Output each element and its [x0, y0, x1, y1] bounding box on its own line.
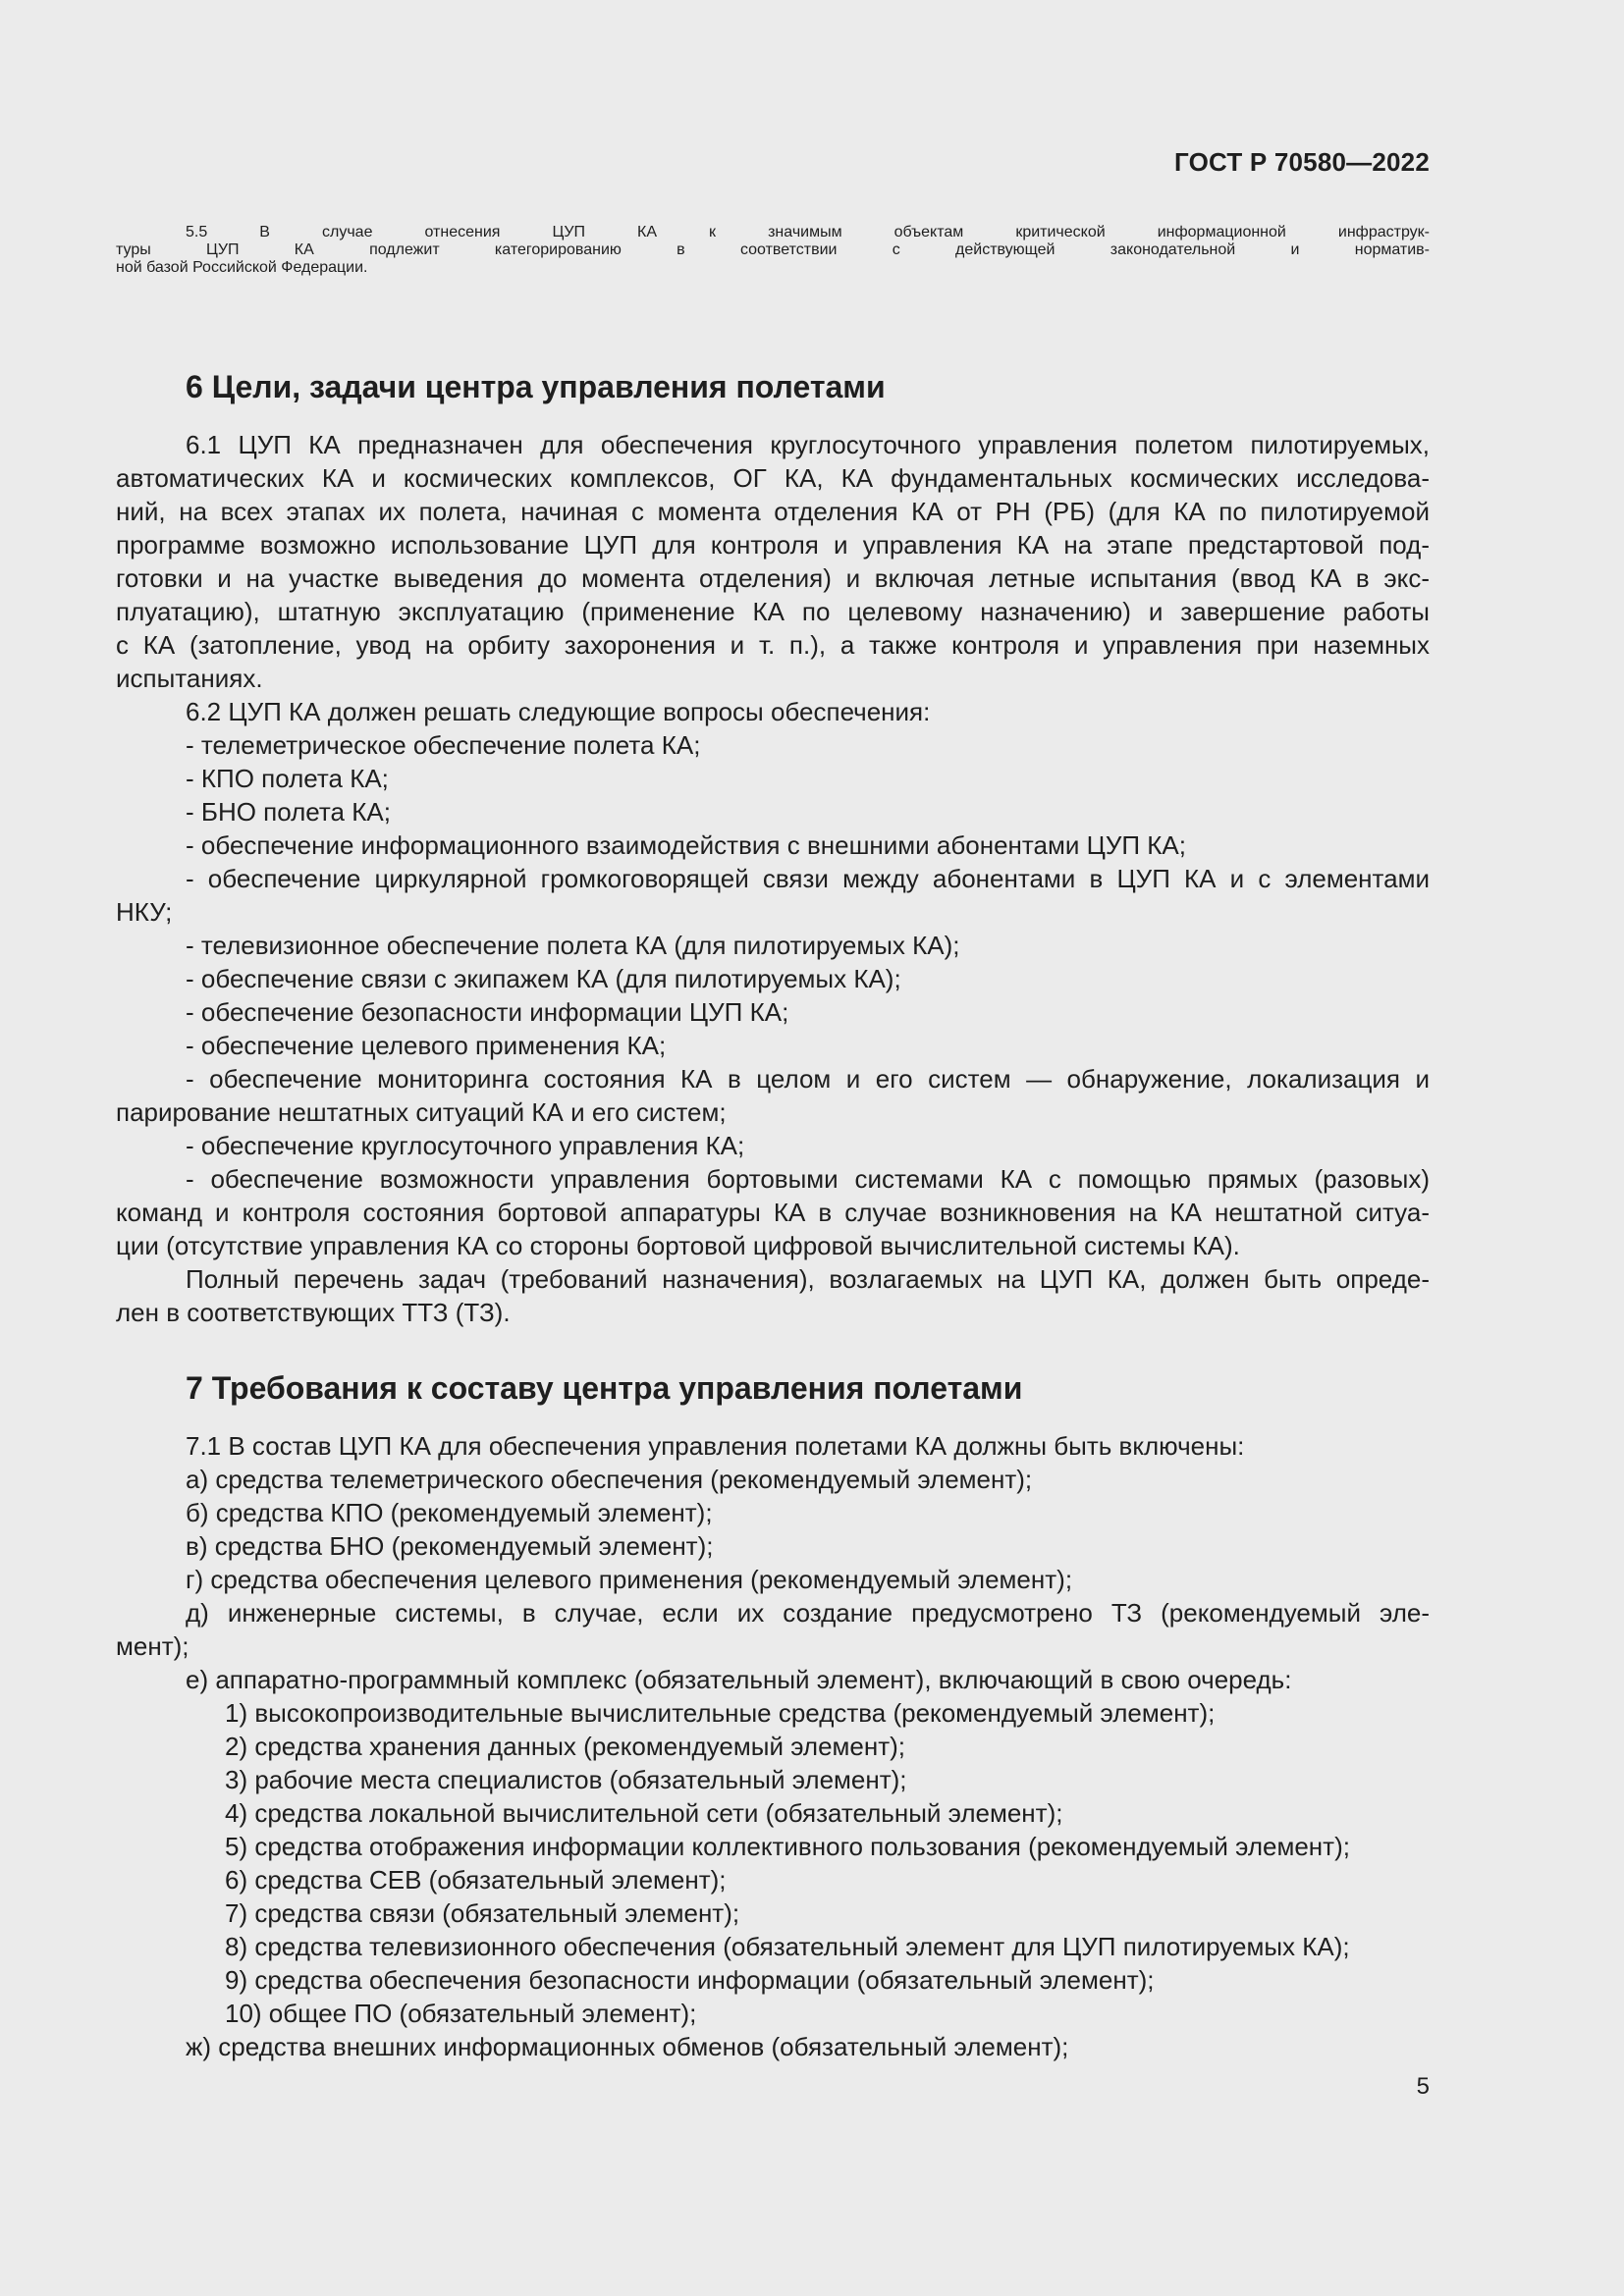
sub-list-item: 7) средства связи (обязательный элемент); [225, 1898, 740, 1928]
list-item: - обеспечение информационного взаимодействия с внешними абонентами ЦУП КА; [186, 830, 1186, 860]
list-item: - обеспечение мониторинга состояния КА в целом и его систем — обнаружение, локализация и [186, 1064, 1430, 1094]
text-line: 7.1 В состав ЦУП КА для обеспечения управления полетами КА должны быть включены: [186, 1431, 1245, 1461]
text-line: 6.1 ЦУП КА предназначен для обеспечения круглосуточного управления полетом пилотируемых, [186, 430, 1430, 459]
list-item: б) средства КПО (рекомендуемый элемент); [186, 1498, 713, 1527]
sub-list-item: 6) средства СЕВ (обязательный элемент); [225, 1865, 727, 1895]
list-item: в) средства БНО (рекомендуемый элемент); [186, 1531, 714, 1561]
list-item-cont: мент); [116, 1631, 189, 1661]
list-item: ж) средства внешних информационных обменов (обязательный элемент); [186, 2032, 1069, 2061]
text-line: 5.5 В случае отнесения ЦУП КА к значимым объектам критической информационной инфраструк- [186, 224, 1430, 240]
sub-list-item: 2) средства хранения данных (рекомендуемый элемент); [225, 1732, 906, 1761]
section-heading: 7 Требования к составу центра управления полетами [186, 1370, 1023, 1406]
list-item: - телеметрическое обеспечение полета КА; [186, 730, 701, 760]
text-line: испытаниях. [116, 664, 263, 693]
paragraph-5-5 [116, 224, 1430, 277]
list-item: - обеспечение безопасности информации ЦУП КА; [186, 997, 789, 1027]
list-item: - телевизионное обеспечение полета КА (для пилотируемых КА); [186, 931, 960, 960]
list-item-cont: НКУ; [116, 897, 173, 927]
text-line: Полный перечень задач (требований назначения), возлагаемых на ЦУП КА, должен быть опреде- [186, 1264, 1430, 1294]
sub-list-item: 3) рабочие места специалистов (обязательный элемент); [225, 1765, 907, 1794]
paragraph-6-2: 6.2 ЦУП КА должен решать следующие вопросы обеспечения: [186, 697, 931, 726]
sub-list-item: 8) средства телевизионного обеспечения (обязательный элемент для ЦУП пилотируемых КА); [225, 1932, 1350, 1961]
section-7-heading-block [116, 1368, 1430, 1408]
sub-list-item: 10) общее ПО (обязательный элемент); [225, 1999, 697, 2028]
list-item: г) средства обеспечения целевого применения (рекомендуемый элемент); [186, 1565, 1073, 1594]
sub-list-item: 1) высокопроизводительные вычислительные средства (рекомендуемый элемент); [225, 1698, 1216, 1728]
text-line: туры ЦУП КА подлежит категорированию в соответствии с действующей законодательной и норматив- [116, 241, 1430, 258]
text-line: программе возможно использование ЦУП для контроля и управления КА на этапе предстартовой под- [116, 530, 1430, 560]
list-item-cont: ции (отсутствие управления КА со стороны бортовой цифровой вычислительной системы КА). [116, 1231, 1240, 1260]
text-line: плуатацию), штатную эксплуатацию (применение КА по целевому назначению) и завершение работы [116, 597, 1430, 626]
section-6-heading-block [116, 367, 1430, 406]
list-item: е) аппаратно-программный комплекс (обязательный элемент), включающий в свою очередь: [186, 1665, 1292, 1694]
list-item: д) инженерные системы, в случае, если их создание предусмотрено ТЗ (рекомендуемый эле- [186, 1598, 1430, 1628]
text-line: готовки и на участке выведения до момента отделения) и включая летные испытания (ввод КА в экс- [116, 563, 1430, 593]
list-item: - обеспечение связи с экипажем КА (для пилотируемых КА); [186, 964, 901, 993]
list-item-cont: команд и контроля состояния бортовой аппаратуры КА в случае возникновения на КА нештатной ситуа- [116, 1198, 1430, 1227]
text-line: автоматических КА и космических комплексов, ОГ КА, КА фундаментальных космических исследова- [116, 463, 1430, 493]
section-heading: 6 Цели, задачи центра управления полетами [186, 369, 886, 404]
sub-list-item: 4) средства локальной вычислительной сети (обязательный элемент); [225, 1798, 1063, 1828]
list-item: - БНО полета КА; [186, 797, 391, 827]
paragraph-7-1 [116, 1429, 1430, 2063]
text-line: ний, на всех этапах их полета, начиная с момента отделения КА от РН (РБ) (для КА по пилотируемой [116, 497, 1430, 526]
sub-list-item: 5) средства отображения информации коллективного пользования (рекомендуемый элемент); [225, 1832, 1350, 1861]
sub-list-item: 9) средства обеспечения безопасности информации (обязательный элемент); [225, 1965, 1155, 1995]
list-item: - обеспечение круглосуточного управления КА; [186, 1131, 745, 1160]
text-line: ной базой Российской Федерации. [116, 259, 368, 276]
page-number: 5 [1416, 2073, 1430, 2100]
list-item: - обеспечение циркулярной громкоговорящей связи между абонентами в ЦУП КА и с элементами [186, 864, 1430, 893]
list-item: - обеспечение целевого применения КА; [186, 1031, 667, 1060]
list-item-cont: парирование нештатных ситуаций КА и его систем; [116, 1097, 727, 1127]
document-header-id: ГОСТ Р 70580—2022 [1174, 147, 1430, 177]
list-item: - обеспечение возможности управления бортовыми системами КА с помощью прямых (разовых) [186, 1164, 1430, 1194]
paragraph-6-1 [116, 428, 1430, 1329]
text-line: лен в соответствующих ТТЗ (ТЗ). [116, 1298, 511, 1327]
list-item: - КПО полета КА; [186, 764, 389, 793]
list-item: а) средства телеметрического обеспечения (рекомендуемый элемент); [186, 1465, 1033, 1494]
text-line: с КА (затопление, увод на орбиту захоронения и т. п.), а также контроля и управления при наземных [116, 630, 1430, 660]
